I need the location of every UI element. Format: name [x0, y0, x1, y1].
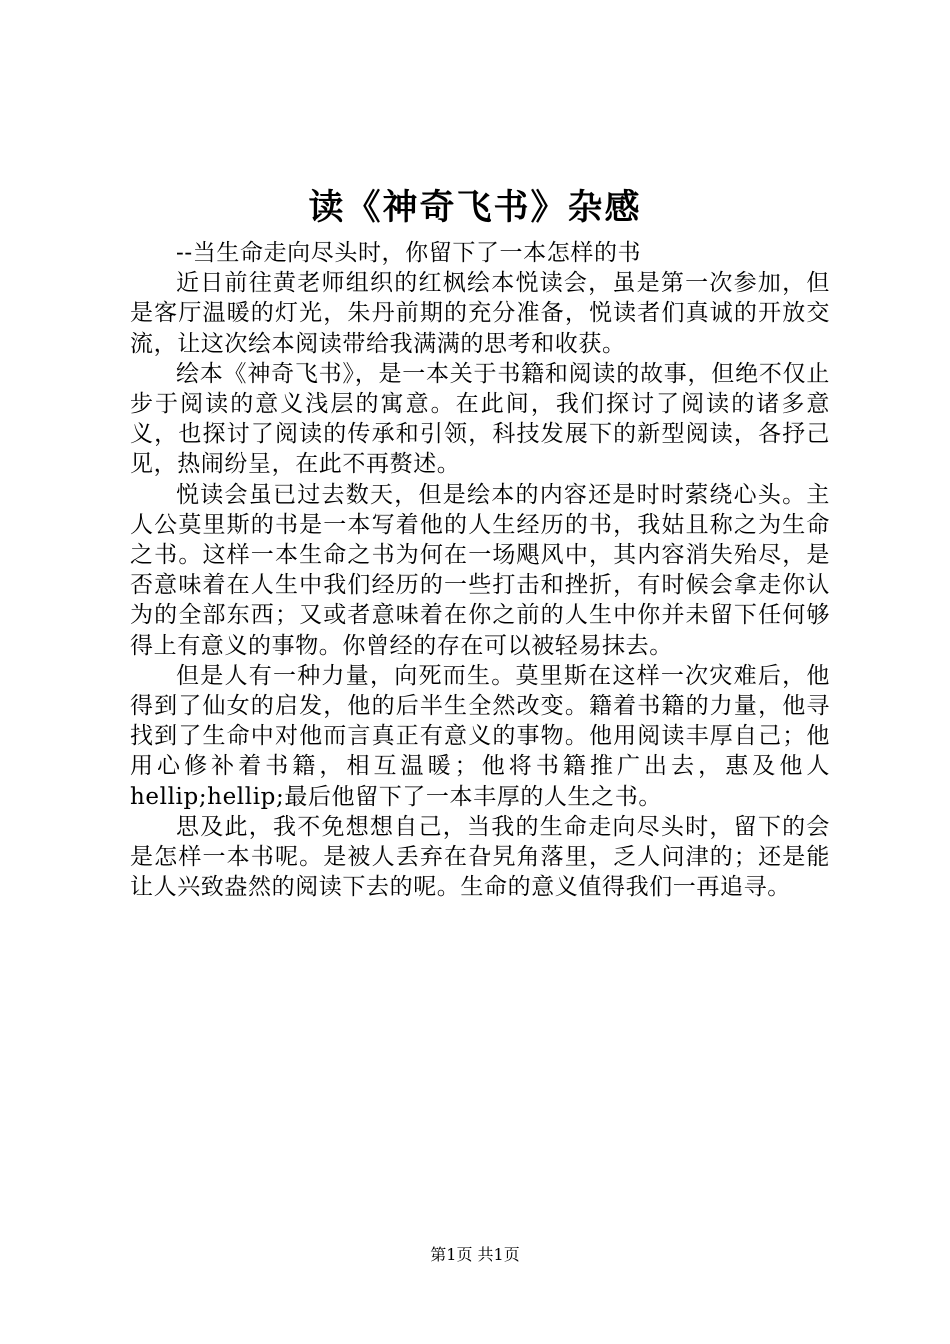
body-paragraph: 但是人有一种力量，向死而生。莫里斯在这样一次灾难后，他得到了仙女的启发，他的后半生全然改变。籍着书籍的力量，他寻找到了生命中对他而言真正有意义的事物。他用阅读丰厚自己；他用心修补着书籍，相互温暖；他将书籍推广出去，惠及他人hellip;hellip;最后他留下了一本丰厚的人生之书。 [130, 662, 830, 810]
body-paragraph: 近日前往黄老师组织的红枫绘本悦读会，虽是第一次参加，但是客厅温暖的灯光，朱丹前期的充分准备，悦读者们真诚的开放交流，让这次绘本阅读带给我满满的思考和收获。 [130, 270, 830, 357]
document-body [130, 238, 830, 902]
subtitle-paragraph: --当生命走向尽头时，你留下了一本怎样的书 [176, 240, 642, 266]
body-paragraph: 悦读会虽已过去数天，但是绘本的内容还是时时萦绕心头。主人公莫里斯的书是一本写着他的人生经历的书，我姑且称之为生命之书。这样一本生命之书为何在一场飓风中，其内容消失殆尽，是否意味着在人生中我们经历的一些打击和挫折，有时候会拿走你认为的全部东西；又或者意味着在你之前的人生中你并未留下任何够得上有意义的事物。你曾经的存在可以被轻易抹去。 [130, 481, 830, 659]
page-footer: 第1页 共1页 [430, 1245, 520, 1264]
page-title: 读《神奇飞书》杂感 [308, 188, 642, 228]
body-paragraph: 绘本《神奇飞书》，是一本关于书籍和阅读的故事，但绝不仅止步于阅读的意义浅层的寓意。在此间，我们探讨了阅读的诸多意义，也探讨了阅读的传承和引领，科技发展下的新型阅读，各抒己见，热闹纷呈，在此不再赘述。 [130, 360, 830, 478]
body-paragraph: 思及此，我不免想想自己，当我的生命走向尽头时，留下的会是怎样一本书呢。是被人丢弃在旮旯角落里，乏人问津的；还是能让人兴致盎然的阅读下去的呢。生命的意义值得我们一再追寻。 [130, 813, 830, 901]
